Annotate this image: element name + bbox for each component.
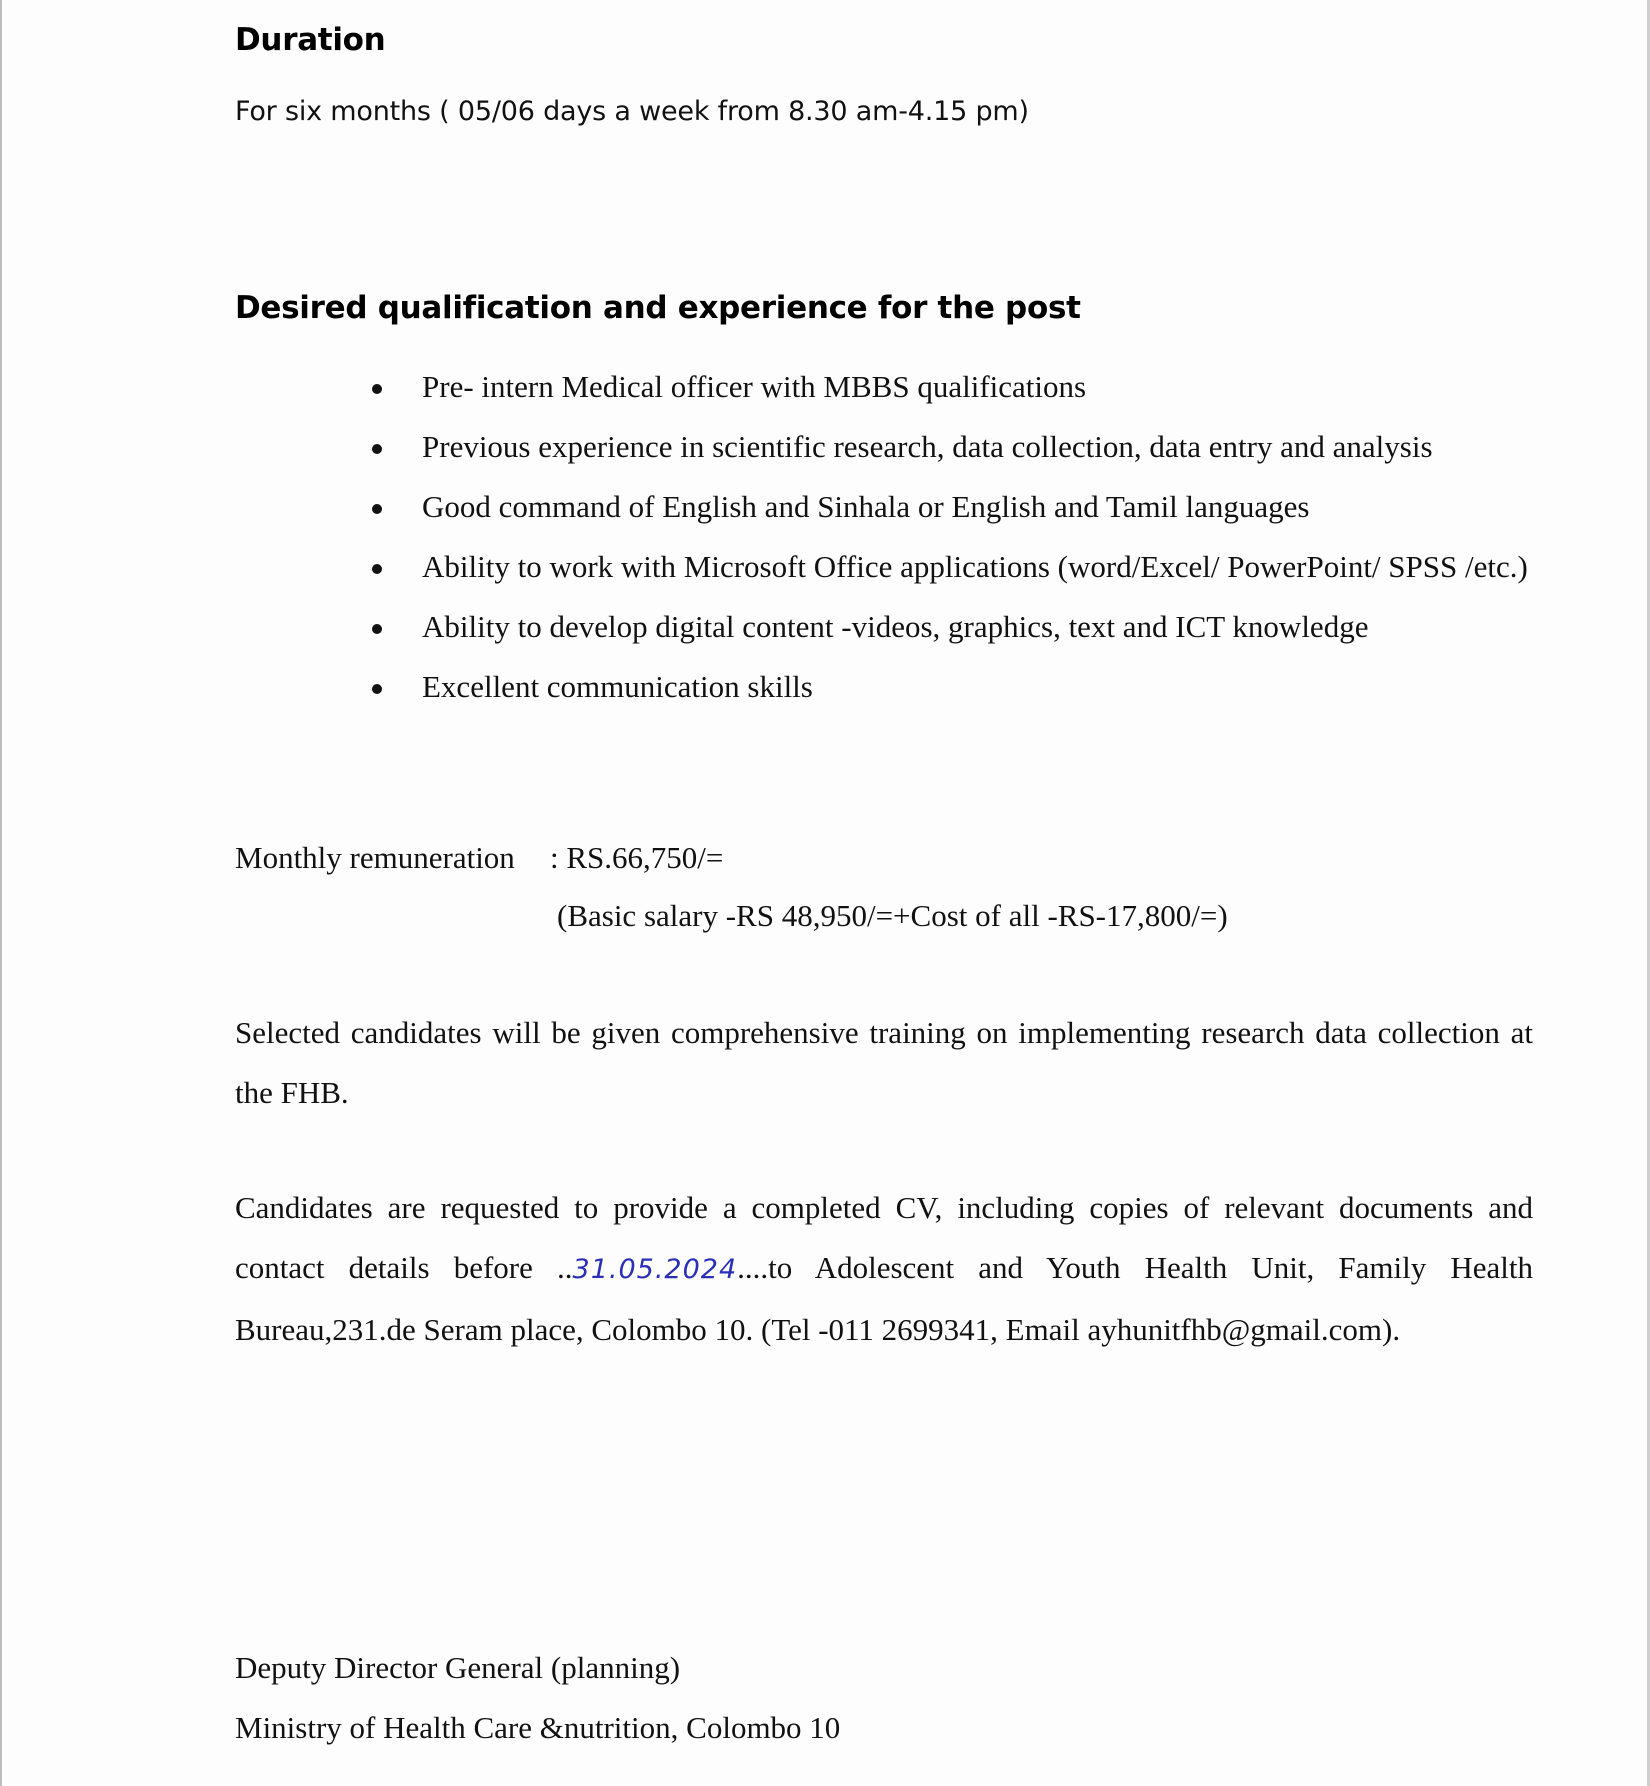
bullet-icon: [372, 444, 382, 454]
list-item-text: Ability to develop digital content -videos, graphics, text and ICT knowledge: [422, 609, 1369, 644]
scan-edge-left: [0, 0, 2, 1786]
list-item-text: Pre- intern Medical officer with MBBS qualifications: [422, 369, 1087, 404]
list-item: [370, 597, 1535, 657]
list-item: [370, 477, 1535, 537]
list-item-text: Previous experience in scientific research, data collection, data entry and analysis: [422, 429, 1433, 464]
application-paragraph: [235, 1178, 1533, 1360]
bullet-icon: [372, 564, 382, 574]
list-item-text: Ability to work with Microsoft Office applications (word/Excel/ PowerPoint/ SPSS /etc.): [422, 549, 1528, 584]
bullet-icon: [372, 684, 382, 694]
application-text-after: ....to Adolescent and Youth Health Unit, Family Health Bureau,231.de Seram place, Colombo 10. (Tel -011 2699341, Email ayhunitfhb@gmail.com).: [235, 1250, 1534, 1347]
list-item-text: Excellent communication skills: [422, 669, 813, 704]
qualification-list: [370, 357, 1535, 717]
list-item: [370, 357, 1535, 417]
list-item: [370, 417, 1535, 477]
list-item-text: Good command of English and Sinhala or English and Tamil languages: [422, 489, 1310, 524]
remuneration-label: Monthly remuneration: [235, 840, 515, 875]
remuneration-value: : RS.66,750/=: [550, 840, 724, 875]
bullet-icon: [372, 384, 382, 394]
duration-text: For six months ( 05/06 days a week from 8.30 am-4.15 pm): [235, 96, 1029, 127]
application-text-before: Candidates are requested to provide a completed CV, including copies of relevant documents and contact details before ..: [235, 1190, 1533, 1285]
signatory-title: Deputy Director General (planning): [235, 1650, 681, 1685]
handwritten-deadline-date: 31.05.2024: [572, 1254, 738, 1285]
signatory-organization: Ministry of Health Care &nutrition, Colombo 10: [235, 1710, 841, 1745]
remuneration-breakdown: (Basic salary -RS 48,950/=+Cost of all -RS-17,800/=): [557, 898, 1228, 933]
list-item: [370, 537, 1535, 597]
list-item: [370, 657, 1535, 717]
duration-heading: Duration: [235, 22, 386, 58]
bullet-icon: [372, 504, 382, 514]
qualification-heading: Desired qualification and experience for the post: [235, 290, 1081, 326]
bullet-icon: [372, 624, 382, 634]
training-paragraph: Selected candidates will be given comprehensive training on implementing research data collection at the FHB.: [235, 1015, 1533, 1110]
